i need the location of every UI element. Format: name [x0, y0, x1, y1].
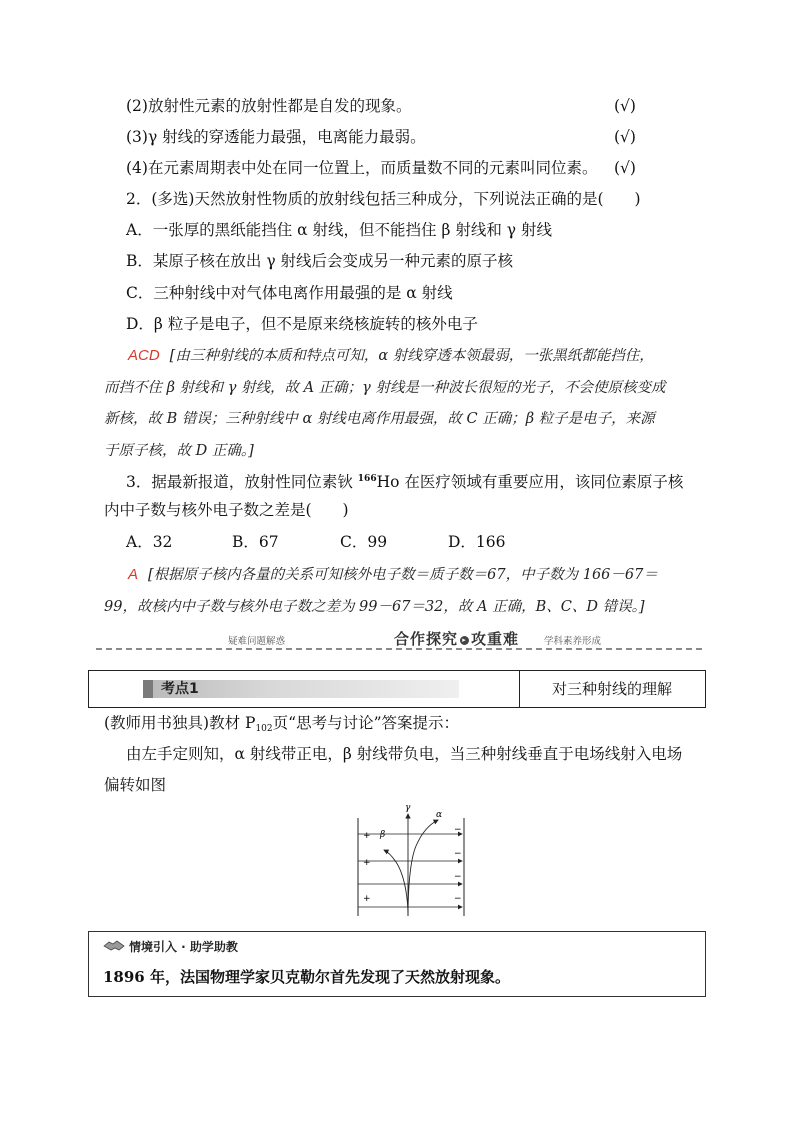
q2-explanation: [104, 340, 700, 467]
q2-option-c: C．三种射线中对气体电离作用最强的是 α 射线: [126, 284, 453, 302]
q3-answer-key: A: [128, 566, 139, 583]
minus-sign: −: [454, 849, 462, 859]
kaodian-box: [88, 670, 706, 708]
q3-option-b: B．67: [232, 533, 279, 551]
explanation-line: 新核，故 B 错误；三种射线中 α 射线电离作用最强，故 C 正确；β 粒子是电子，来源: [104, 411, 655, 427]
banner-title-right: 攻重难: [471, 630, 520, 648]
q3-options: [126, 531, 506, 553]
q2-option-d: D．β 粒子是电子，但不是原来绕核旋转的核外电子: [126, 315, 478, 333]
judgement-item-4: [126, 157, 597, 179]
banner-title-left: 合作探究: [394, 630, 459, 648]
explanation-line: [根据原子核内各量的关系可知核外电子数＝质子数＝67，中子数为 166－67＝: [148, 567, 658, 583]
teacher-note-line2: 由左手定则知，α 射线带正电，β 射线带负电，当三种射线垂直于电场线射入电场: [126, 745, 683, 763]
alpha-ray: [408, 820, 438, 916]
kaodian-tag-cell: [89, 671, 520, 707]
plus-sign: +: [363, 894, 371, 904]
explanation-line: 而挡不住 β 射线和 γ 射线，故 A 正确；γ 射线是一种波长很短的光子，不会使原核变成: [104, 379, 666, 396]
context-box: [88, 931, 706, 997]
judgement-mark-3: (√): [614, 128, 636, 146]
plus-sign: +: [363, 858, 371, 868]
banner-divider: [96, 648, 702, 650]
q3-stem-pre: 3．据最新报道，放射性同位素钬: [126, 473, 358, 491]
explanation-line: [由三种射线的本质和特点可知，α 射线穿透本领最弱，一张黑纸都能挡住，: [169, 348, 654, 364]
teacher-note-post: 页“思考与讨论”答案提示：: [272, 714, 459, 732]
q3-stem: [126, 468, 683, 493]
q3-option-d: D．166: [448, 533, 506, 551]
explanation-line: 于原子核，故 D 正确。]: [104, 442, 254, 459]
judgement-item-3: [126, 126, 426, 148]
minus-sign: −: [454, 894, 462, 904]
judgement-text: (3)γ 射线的穿透能力最强，电离能力最弱。: [126, 128, 426, 146]
ray-deflection-figure: [356, 800, 468, 918]
q3-stem-line2: 内中子数与核外电子数之差是( ): [104, 501, 349, 519]
banner-left-caption: 疑难问题解惑: [228, 636, 286, 647]
alpha-label: α: [436, 810, 443, 820]
teacher-note-pre: (教师用书独具)教材 P: [104, 714, 256, 732]
judgement-text: (2)放射性元素的放射性都是自发的现象。: [126, 97, 412, 115]
arrow-dot-icon: ▸: [460, 636, 469, 645]
q3-option-c: C．99: [340, 533, 388, 551]
isotope-symbol: Ho: [376, 473, 400, 491]
gamma-label: γ: [405, 803, 411, 813]
banner-title: [394, 628, 519, 649]
judgement-mark-2: (√): [614, 97, 636, 115]
teacher-note-line1: [104, 712, 459, 740]
kaodian-tag: [143, 680, 459, 698]
beta-label: β: [380, 830, 386, 840]
q3-stem-post: 在医疗领域有重要应用，该同位素原子核: [399, 473, 684, 491]
page-subscript: 102: [255, 724, 273, 734]
q2-option-a: A．一张厚的黑纸能挡住 α 射线，但不能挡住 β 射线和 γ 射线: [126, 221, 552, 239]
kaodian-title: 对三种射线的理解: [551, 680, 672, 698]
minus-sign: −: [454, 872, 462, 882]
q3-explanation: [104, 559, 700, 623]
plus-sign: +: [363, 831, 371, 841]
q2-option-b: B．某原子核在放出 γ 射线后会变成另一种元素的原子核: [126, 252, 514, 270]
context-text: 1896 年，法国物理学家贝克勒尔首先发现了天然放射现象。: [103, 968, 510, 986]
banner-right-caption: 学科素养形成: [544, 636, 602, 647]
section-banner: [96, 628, 702, 650]
explanation-line: 99，故核内中子数与核外电子数之差为 99－67＝32，故 A 正确，B、C、D 错误。]: [104, 598, 645, 615]
judgement-text: (4)在元素周期表中处在同一位置上，而质量数不同的元素叫同位素。: [126, 159, 598, 177]
kaodian-tag-label: 考点1: [161, 681, 199, 697]
judgement-item-2: [126, 95, 411, 117]
isotope-mass: 166: [357, 474, 377, 484]
minus-sign: −: [454, 825, 462, 835]
beta-ray: [384, 850, 408, 916]
q2-stem: 2．(多选)天然放射性物质的放射线包括三种成分，下列说法正确的是( ): [126, 190, 641, 208]
teacher-note-line3: 偏转如图: [104, 776, 167, 794]
tag-corner: [143, 680, 153, 698]
handshake-icon: [103, 938, 125, 952]
q3-option-a: A．32: [126, 533, 173, 551]
q2-answer-key: ACD: [128, 347, 160, 364]
judgement-mark-4: (√): [614, 159, 636, 177]
context-title: 情境引入 · 助学助教: [129, 940, 238, 954]
